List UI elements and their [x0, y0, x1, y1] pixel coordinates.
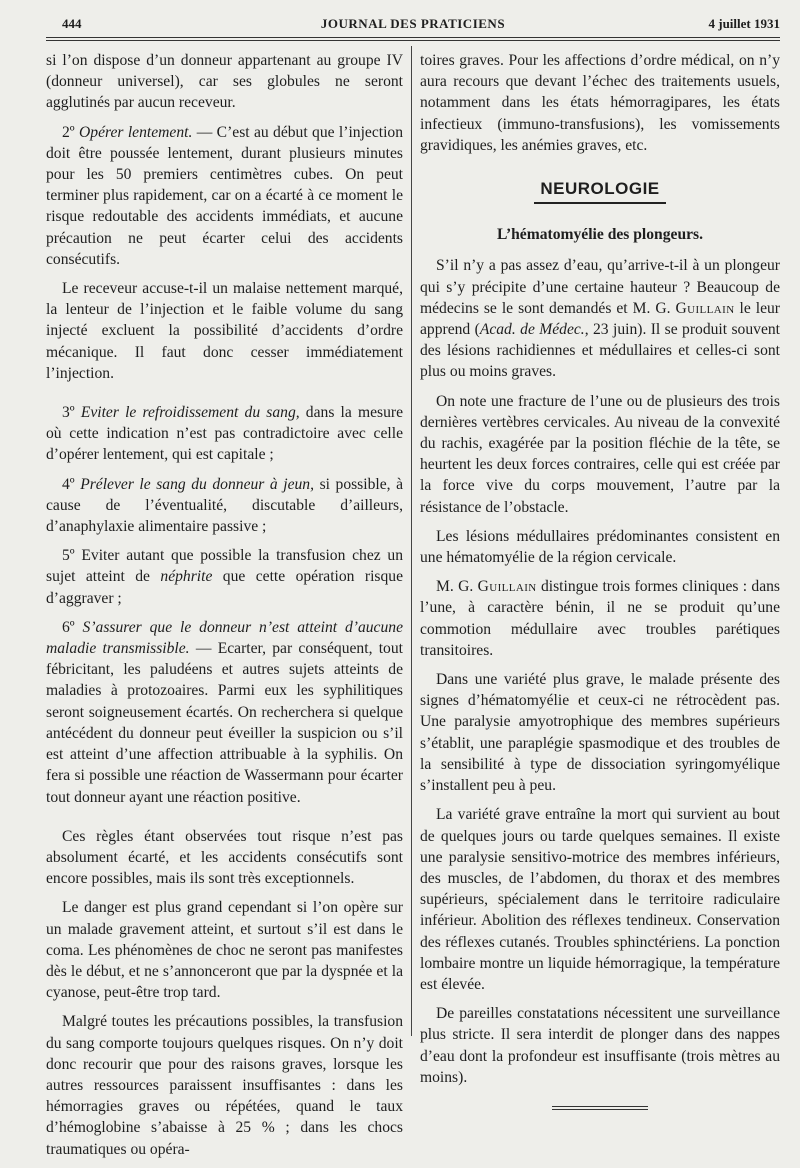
left-column — [46, 50, 403, 1168]
section-title: NEUROLOGIE — [534, 178, 665, 204]
item-heading: Opérer lentement. — [79, 123, 193, 141]
italic-term: néphrite — [160, 568, 213, 586]
paragraph-text: M. G. — [436, 578, 478, 596]
paragraph: Le danger est plus grand cependant si l’on opère sur un malade gravement atteint, et surtout s’il est dans le coma. Les phénomènes de choc ne seront pas manifestes dès le début, et ne s’annonceront que par la dyspnée et la cyanose, peut-être trop tard. — [46, 899, 403, 1002]
paragraph-text: distingue trois formes cliniques : dans l’une, à caractère bénin, il ne se produit qu’une commotion médullaire avec troubles parétiques transitoires. — [420, 578, 780, 659]
item-heading: Eviter le refroidissement du sang, — [80, 404, 300, 422]
paragraph — [420, 576, 780, 661]
paragraph: La variété grave entraîne la mort qui survient au bout de quelques jours ou tarde quelques semaines. Il existe une paralysie sensitivo-motrice des membres inférieurs, des muscles, de l’abdomen, du thorax et des membres supérieurs, spécialement dans le territoire radiculaire inférieur. Abolition des réflexes tendineux. Conservation des réflexes cutanés. Troubles sphinctériens. La ponction lombaire montre un liquide hémorragique, la température est élevée. — [420, 806, 780, 993]
paragraph-text: le leur apprend ( — [420, 299, 781, 339]
page-number: 444 — [62, 16, 82, 31]
item-number: 2º — [62, 123, 75, 141]
author-name: Guillain — [675, 299, 735, 317]
issue-date: 4 juillet 1931 — [708, 16, 780, 31]
paragraph: Malgré toutes les précautions possibles, la transfusion du sang comporte toujours quelques risques. On n’y doit donc recourir que pour des raisons graves, lorsque les autres ressources paraissent insuffisantes : dans les hémorragies graves ou répétées, quand le taux d’hémoglobine s’abaisse à 25 % ; dans les chocs traumatiques ou opéra- — [46, 1013, 403, 1158]
paragraph: Dans une variété plus grave, le malade présente des signes d’hématomyélie et ceux-ci ne rétrocèdent pas. Une paralysie amyotrophique des membres supérieurs s’établit, une paraplégie spasmodique et des troubles de la sensibilité à type de dissociation syringomyélique s’installent peu à peu. — [420, 671, 780, 795]
paragraph-text: — Ecarter, par conséquent, tout fébricitant, les paludéens et autres sujets atteints de maladies à protozoaires. Parmi eux les syphilitiques seront soigneusement écartés. On recherchera si quelque antécédent du donneur peut éveiller la suspicion ou s’il est atteint d’une affection attribuable à la syphilis. On fera si possible une réaction de Wassermann pour écarter tout donneur ayant une réaction positive. — [46, 640, 403, 806]
item-number: 6º — [62, 618, 75, 636]
paragraph — [46, 545, 403, 609]
paragraph: si l’on dispose d’un donneur appartenant au groupe IV (donneur universel), car ses globules ne seront agglutinés par aucun receveur. — [46, 52, 403, 112]
paragraph-text: dans la mesure où cette indication n’est pas contradictoire avec celle d’opérer lentement, qui est capitale ; — [46, 404, 403, 464]
column-divider — [411, 46, 412, 1036]
paragraph: Le receveur accuse-t-il un malaise nettement marqué, la lenteur de l’injection et le faible volume du sang injecté excluent la possibilité d’accidents d’ordre mécanique. Il faut donc cesser immédiatement l’injection. — [46, 280, 403, 382]
paragraph-text: — C’est au début que l’injection doit être poussée lentement, durant plusieurs minutes pour les 50 premiers centimètres cubes. On peut terminer plus rapidement, car on a écarté à ce moment le risque redoutable des accidents immédiats, et aucune précaution ne peut écarter celui des accidents consécutifs. — [46, 123, 404, 268]
item-heading: Prélever le sang du donneur à jeun, — [80, 475, 315, 493]
paragraph — [46, 617, 403, 808]
item-number: 3º — [62, 404, 75, 422]
page-header — [46, 16, 780, 36]
paragraph-text: si possible, à cause de l’éventualité, discutable d’ailleurs, d’anaphylaxie alimentaire passive ; — [46, 475, 403, 536]
paragraph — [46, 402, 403, 466]
article-title: L’hématomyélie des plongeurs. — [496, 226, 704, 244]
paragraph-text: Eviter autant que possible la transfusion chez un sujet atteint de — [46, 547, 403, 586]
journal-title: JOURNAL DES PRATICIENS — [320, 16, 506, 31]
section-heading — [420, 178, 780, 208]
paragraph: toires graves. Pour les affections d’ordre médical, on n’y aura recours que devant l’échec des traitements usuels, notamment dans les états hémorragipares, les états infectieux (immuno-transfusions), les vomissements gravidiques, les anémies graves, etc. — [420, 52, 780, 154]
header-rule — [46, 37, 780, 38]
paragraph-text: , 23 juin). Il se produit souvent des lésions rachidiennes et médullaires et celles-ci sont plus ou moins graves. — [420, 321, 780, 381]
right-column — [420, 50, 780, 1110]
paragraph: On note une fracture de l’une ou de plusieurs des trois dernières vertèbres cervicales. Au niveau de la convexité du rachis, exagérée par la position fléchie de la tête, se heurtent les deux forces contraires, celle qui est créée par la force vive du corps mouvement, l’autre par la résistance de l’obstacle. — [420, 392, 780, 516]
item-heading: S’assurer que le donneur n’est atteint d’aucune maladie transmissible. — [46, 618, 403, 658]
item-number: 4º — [62, 475, 75, 493]
item-number: 5º — [62, 547, 75, 565]
paragraph-text: S’il n’y a pas assez d’eau, qu’arrive-t-il à un plongeur qui s’y précipite d’une certaine hauteur ? Beaucoup de médecins se le sont demandés et M. G. — [420, 257, 780, 317]
end-of-article-rule — [552, 1106, 648, 1110]
author-name: Guillain — [477, 578, 537, 596]
paragraph-text: que cette opération risque d’aggraver ; — [46, 568, 403, 607]
paragraph — [420, 255, 780, 382]
header-rule-thick — [46, 40, 780, 41]
paragraph: Les lésions médullaires prédominantes consistent en une hématomyélie de la région cervicale. — [420, 527, 780, 567]
paragraph: Ces règles étant observées tout risque n’est pas absolument écarté, et les accidents consécutifs sont encore possibles, mais ils sont très exceptionnels. — [46, 827, 403, 888]
paragraph — [46, 474, 403, 538]
paragraph — [46, 122, 403, 270]
paragraph: De pareilles constatations nécessitent une surveillance plus stricte. Il sera interdit de plonger dans des nappes d’eau dont la profondeur est insuffisante (trois mètres au moins). — [420, 1005, 780, 1086]
citation: Acad. de Médec. — [479, 321, 585, 339]
